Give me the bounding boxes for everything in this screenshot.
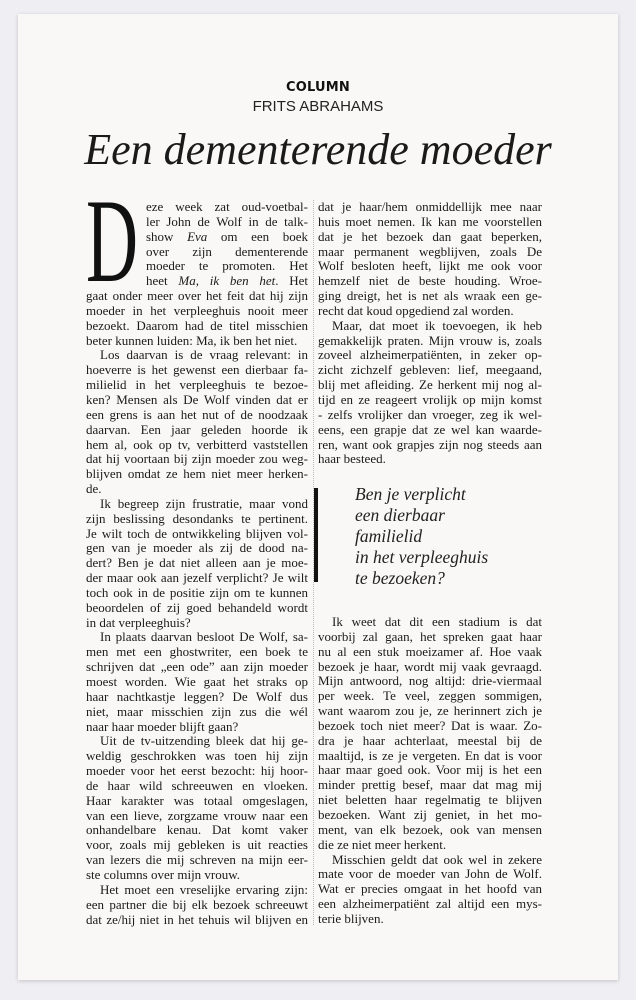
text-line: huis moet nemen. Ik kan me voorstellen	[318, 213, 542, 229]
text-line: blijven omdat ze hem niet meer herken-	[86, 466, 308, 482]
text-line: bezoekt. Daarom had de titel misschien	[86, 317, 308, 333]
paragraph	[318, 853, 542, 927]
text-line: een grens is aan het nut of de noodzaak	[86, 406, 308, 422]
text-line: een partner die bij elk bezoek schreeuwt	[86, 896, 308, 912]
text-line: dat ze/hij niet in het tehuis wil blijven en	[86, 911, 308, 927]
text-line: naar haar moeder blijft gaan?	[86, 718, 239, 734]
paragraph	[86, 174, 309, 348]
text-line: een alzheimerpatiënt zal altijd een mys-	[318, 896, 542, 912]
text-line: zijn beslissing desondanks te pertinent.	[86, 510, 308, 526]
text-line: voorbij zal gaan, het spreken gaat haar	[318, 628, 542, 644]
pull-quote	[355, 484, 488, 589]
text-line: over zijn dementerende	[146, 243, 308, 259]
text-line: moeder te promoten. Het	[146, 258, 308, 274]
column-right-top	[318, 200, 542, 467]
text-line: voor, zoals mij gebleken is uit reacties	[86, 837, 308, 853]
text-line: Ik begreep zijn frustratie, maar vond	[100, 495, 308, 511]
text-line: schrijven dat „een ode” aan zijn moeder	[86, 659, 308, 675]
text-line: eze week zat oud-voetbal-	[146, 199, 308, 214]
text-line: show Eva om een boek	[146, 228, 309, 244]
text-line: dat hij voortaan bij zijn moeder zou weg-	[86, 451, 308, 467]
text-line: niet beletten haar regelmatig te blijven	[318, 792, 542, 808]
text-line: dat je haar/hem onmiddellijk mee naar	[318, 199, 542, 214]
paragraph	[86, 734, 308, 882]
text-line: maar permanent wegblijven, zoals De	[318, 243, 542, 259]
text-line: Wolf besloten heeft, lijkt me ook voor	[318, 258, 542, 274]
text-line: milielid in het verpleeghuis te bezoe-	[86, 377, 308, 393]
text-line: minder prettig besef, maar dat mag mij	[318, 777, 542, 793]
text-line: Maar, dat moet ik toevoegen, ik heb	[332, 317, 542, 333]
text-line: haar besteed.	[318, 451, 386, 467]
text-line: Wat er precies omgaat in het hoofd van	[318, 881, 542, 897]
text-line: Uit de tv-uitzending bleek dat hij ge-	[100, 733, 308, 749]
text-line: onhandelbare kenau. Dat komt vaker	[86, 822, 308, 838]
pull-quote-line: te bezoeken?	[355, 568, 445, 588]
text-line: moest worden. Wie gaat het straks op	[86, 674, 308, 689]
text-line: in dat verpleeghuis?	[86, 614, 191, 630]
text-line: ren, want ook grapjes zijn nog steeds aan	[318, 436, 542, 452]
pull-quote-line: een dierbaar	[355, 505, 445, 525]
text-line: mate voor de moeder van John de Wolf.	[318, 866, 542, 882]
text-line: zoveel alzheimerpatiënten, in zeker op-	[318, 347, 542, 363]
text-line: per week. Te veel, zeggen sommigen,	[318, 688, 542, 704]
text-line: moeder voor het eerst bezocht: hij hoor-	[86, 763, 308, 779]
text-line: blij met afleiding. Ze herkent mij nog al-	[318, 377, 542, 393]
text-line: dat je het bezoek dan gaat beperken,	[318, 228, 542, 244]
text-line: - zelfs vrolijker dan vroeger, zeg ik wel-	[318, 406, 542, 422]
text-line: van lezers die mij schreven na mijn eer-	[86, 852, 308, 868]
text-line: bezoek je haar, wordt mij vaak gevraagd.	[318, 658, 542, 674]
text-line: In plaats daarvan besloot De Wolf, sa-	[100, 629, 308, 645]
text-line: de haar wild schreeuwen en vloeken.	[86, 777, 308, 793]
text-line: der maar ook aan jezelf verplicht? Je wilt	[86, 570, 308, 586]
text-line: Ik weet dat dit een stadium is dat	[332, 614, 542, 629]
pull-quote-line: Ben je verplicht	[355, 484, 466, 504]
section-kicker: COLUMN	[286, 80, 350, 95]
text-line: Misschien geldt dat ook wel in zekere	[332, 851, 542, 867]
text-line: beoordelen of zij goed behandeld wordt	[86, 599, 308, 615]
text-line: terie blijven.	[318, 910, 384, 926]
text-line: dra je haar achterlaat, meestal bij de	[318, 732, 542, 748]
text-line: ste columns over mijn vrouw.	[86, 866, 241, 882]
paragraph	[318, 200, 542, 319]
text-line: die ze niet meer herkent.	[318, 836, 447, 852]
drop-cap: D	[86, 174, 139, 307]
text-line: want waarom zou je, ze herinnert zich je	[318, 703, 542, 719]
text-line: toch ook in de positie zijn om te kunnen	[86, 584, 308, 600]
text-line: hem al, ook op tv, verbitterd vaststellen	[86, 436, 308, 452]
text-line: heet Ma, ik ben het. Het	[146, 273, 308, 289]
column-left	[86, 174, 309, 927]
text-line: haar maar goed ook. Voor mij is het een	[318, 762, 542, 778]
text-line: nu al een stuk moeizamer af. Hoe vaak	[318, 643, 542, 659]
text-line: bezoek toch niet meer? Dat is waar. Zo-	[318, 717, 542, 733]
paragraph	[86, 883, 308, 928]
text-line: van een lieve, zorgzame vrouw naar een	[86, 807, 308, 823]
paragraph	[318, 319, 542, 467]
text-line: weldig geschrokken was toen hij zijn	[86, 748, 308, 764]
paragraph	[86, 497, 308, 631]
text-line: Je wilt toch de ontwikkeling blijven vol-	[86, 525, 308, 541]
text-line: maaltijd, is ze je vergeten. En dat is voor	[318, 747, 542, 763]
text-line: ging dreigt, het is net als wraak een ge-	[318, 288, 542, 304]
column-right-bottom	[318, 615, 542, 927]
text-line: de.	[86, 481, 102, 497]
text-line: zicht zichzelf gebleven: lief, meegaand,	[318, 362, 542, 378]
text-line: recht dat koud opgediend zal worden.	[318, 302, 514, 318]
text-line: haar nachtkastje leggen? De Wolf dus	[86, 688, 308, 704]
article-title: Een dementerende moeder	[84, 125, 552, 174]
paragraph	[86, 630, 308, 734]
text-line: Mijn antwoord, nog altijd: drie-viermaal	[318, 673, 542, 689]
paragraph	[318, 615, 542, 853]
text-line: gaat onder meer over het feit dat hij zijn	[86, 288, 308, 304]
text-line: Het moet een vreselijke ervaring zijn:	[100, 881, 308, 897]
text-line: ment, van elk bezoek, ook van mensen	[318, 821, 542, 837]
text-line: beter kunnen luiden: Ma, ik ben het niet.	[86, 332, 298, 348]
author-name: FRITS ABRAHAMS	[252, 98, 384, 115]
text-line: bezoeken. Want zij geniet, in het mo-	[318, 806, 542, 822]
text-line: dert? Ben je dat niet alleen aan je moe-	[86, 555, 308, 571]
text-line: men met een ghostwriter, een boek te	[86, 644, 308, 660]
text-line: Los daarvan is de vraag relevant: in	[100, 347, 308, 363]
paragraph	[86, 348, 308, 496]
text-line: ken? Mensen als De Wolf vinden dat er	[86, 391, 308, 407]
text-line: Haar karakter was totaal omgeslagen,	[86, 792, 308, 808]
text-line: hemzelf niet de beste houding. Wroe-	[318, 273, 542, 289]
pull-quote-line: in het verpleeghuis	[355, 547, 489, 567]
text-line: tijd en ze reageert vrolijk op mijn komst	[318, 391, 542, 407]
text-line: moeder in het verpleeghuis nooit meer	[86, 302, 308, 318]
pull-quote-line: familielid	[355, 526, 423, 546]
text-line: daarvan. Een jaar geleden hoorde ik	[86, 421, 308, 437]
pull-quote-bar	[314, 488, 318, 582]
text-line: gemakkelijk praten. Mijn vrouw is, zoals	[318, 332, 542, 348]
text-line: ler John de Wolf in de talk-	[146, 213, 308, 229]
text-line: eens, een grapje dat ze wel kan waarde-	[318, 421, 542, 437]
text-line: gen van je moeder als zij de dood na-	[86, 540, 308, 556]
text-line: hoeverre is het gewenst een dierbaar fa-	[86, 362, 308, 378]
text-line: niet, maar misschien zijn zus die wél	[86, 703, 308, 719]
